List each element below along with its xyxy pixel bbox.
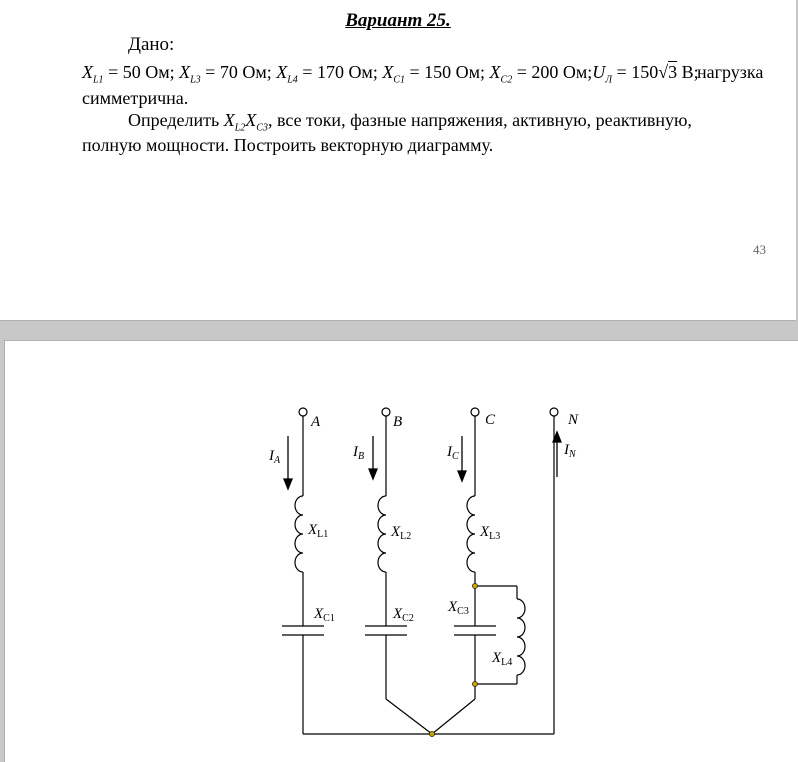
- label-xc1: $X_{C1}$: [314, 606, 335, 624]
- task-line-1: Определить $X_{L2}X_{C3}$, все токи, фазные напряжения, активную, реактивную,: [128, 110, 692, 134]
- given-xl1: $X_{L1} = 50$ Ом;: [82, 62, 175, 86]
- arrow-ib-icon: [369, 469, 377, 479]
- terminal-a: [299, 408, 307, 416]
- label-xc2: $X_{C2}$: [393, 606, 414, 624]
- inductor-xl2: [378, 496, 386, 572]
- phase-label-c: C: [485, 412, 496, 428]
- inductor-xl3: [467, 496, 475, 572]
- inductor-xl1: [295, 496, 303, 572]
- node-c-top: [472, 583, 477, 588]
- node-c-bottom: [472, 681, 477, 686]
- page-bottom: [4, 340, 798, 762]
- label-xl3: $X_{L3}$: [480, 524, 501, 542]
- given-xl4: $X_{L4} = 170$ Ом;: [276, 62, 378, 86]
- current-label-c: $I_C$: [447, 444, 459, 462]
- arrow-ia-icon: [284, 479, 292, 489]
- label-xl4: $X_{L4}$: [492, 650, 513, 668]
- page-number: 43: [753, 242, 766, 257]
- terminal-n: [550, 408, 558, 416]
- node-star: [429, 731, 434, 736]
- load-word-2: симметрична.: [82, 88, 189, 108]
- label-xl2: $X_{L2}$: [391, 524, 412, 542]
- inductor-xl4: [517, 599, 525, 675]
- given-xc1: $X_{C1} = 150$ Ом;: [382, 62, 486, 86]
- terminal-b: [382, 408, 390, 416]
- phase-label-a: A: [311, 414, 321, 430]
- label-xc3: $X_{C3}$: [448, 599, 469, 617]
- given-xl3: $X_{L3} = 70$ Ом;: [179, 62, 272, 86]
- arrow-ic-icon: [458, 471, 466, 481]
- variant-title: Вариант 25.: [345, 10, 451, 31]
- label-xl1: $X_{L1}$: [308, 522, 329, 540]
- given-voltage: $U_Л = 150√3$ В;: [592, 62, 699, 86]
- circuit-diagram: [1, 1, 795, 668]
- terminal-c: [471, 408, 479, 416]
- current-label-b: $I_B$: [353, 444, 365, 462]
- load-word: нагрузка: [697, 62, 764, 82]
- task-line-2: полную мощности. Построить векторную диаграмму.: [82, 135, 494, 155]
- phase-label-b: B: [393, 414, 403, 430]
- current-label-a: $I_A$: [269, 448, 281, 466]
- phase-label-n: N: [568, 412, 579, 428]
- current-label-n: $I_N$: [564, 442, 576, 460]
- given-label: Дано:: [128, 34, 175, 55]
- given-xc2: $X_{C2} = 200$ Ом;: [489, 62, 593, 86]
